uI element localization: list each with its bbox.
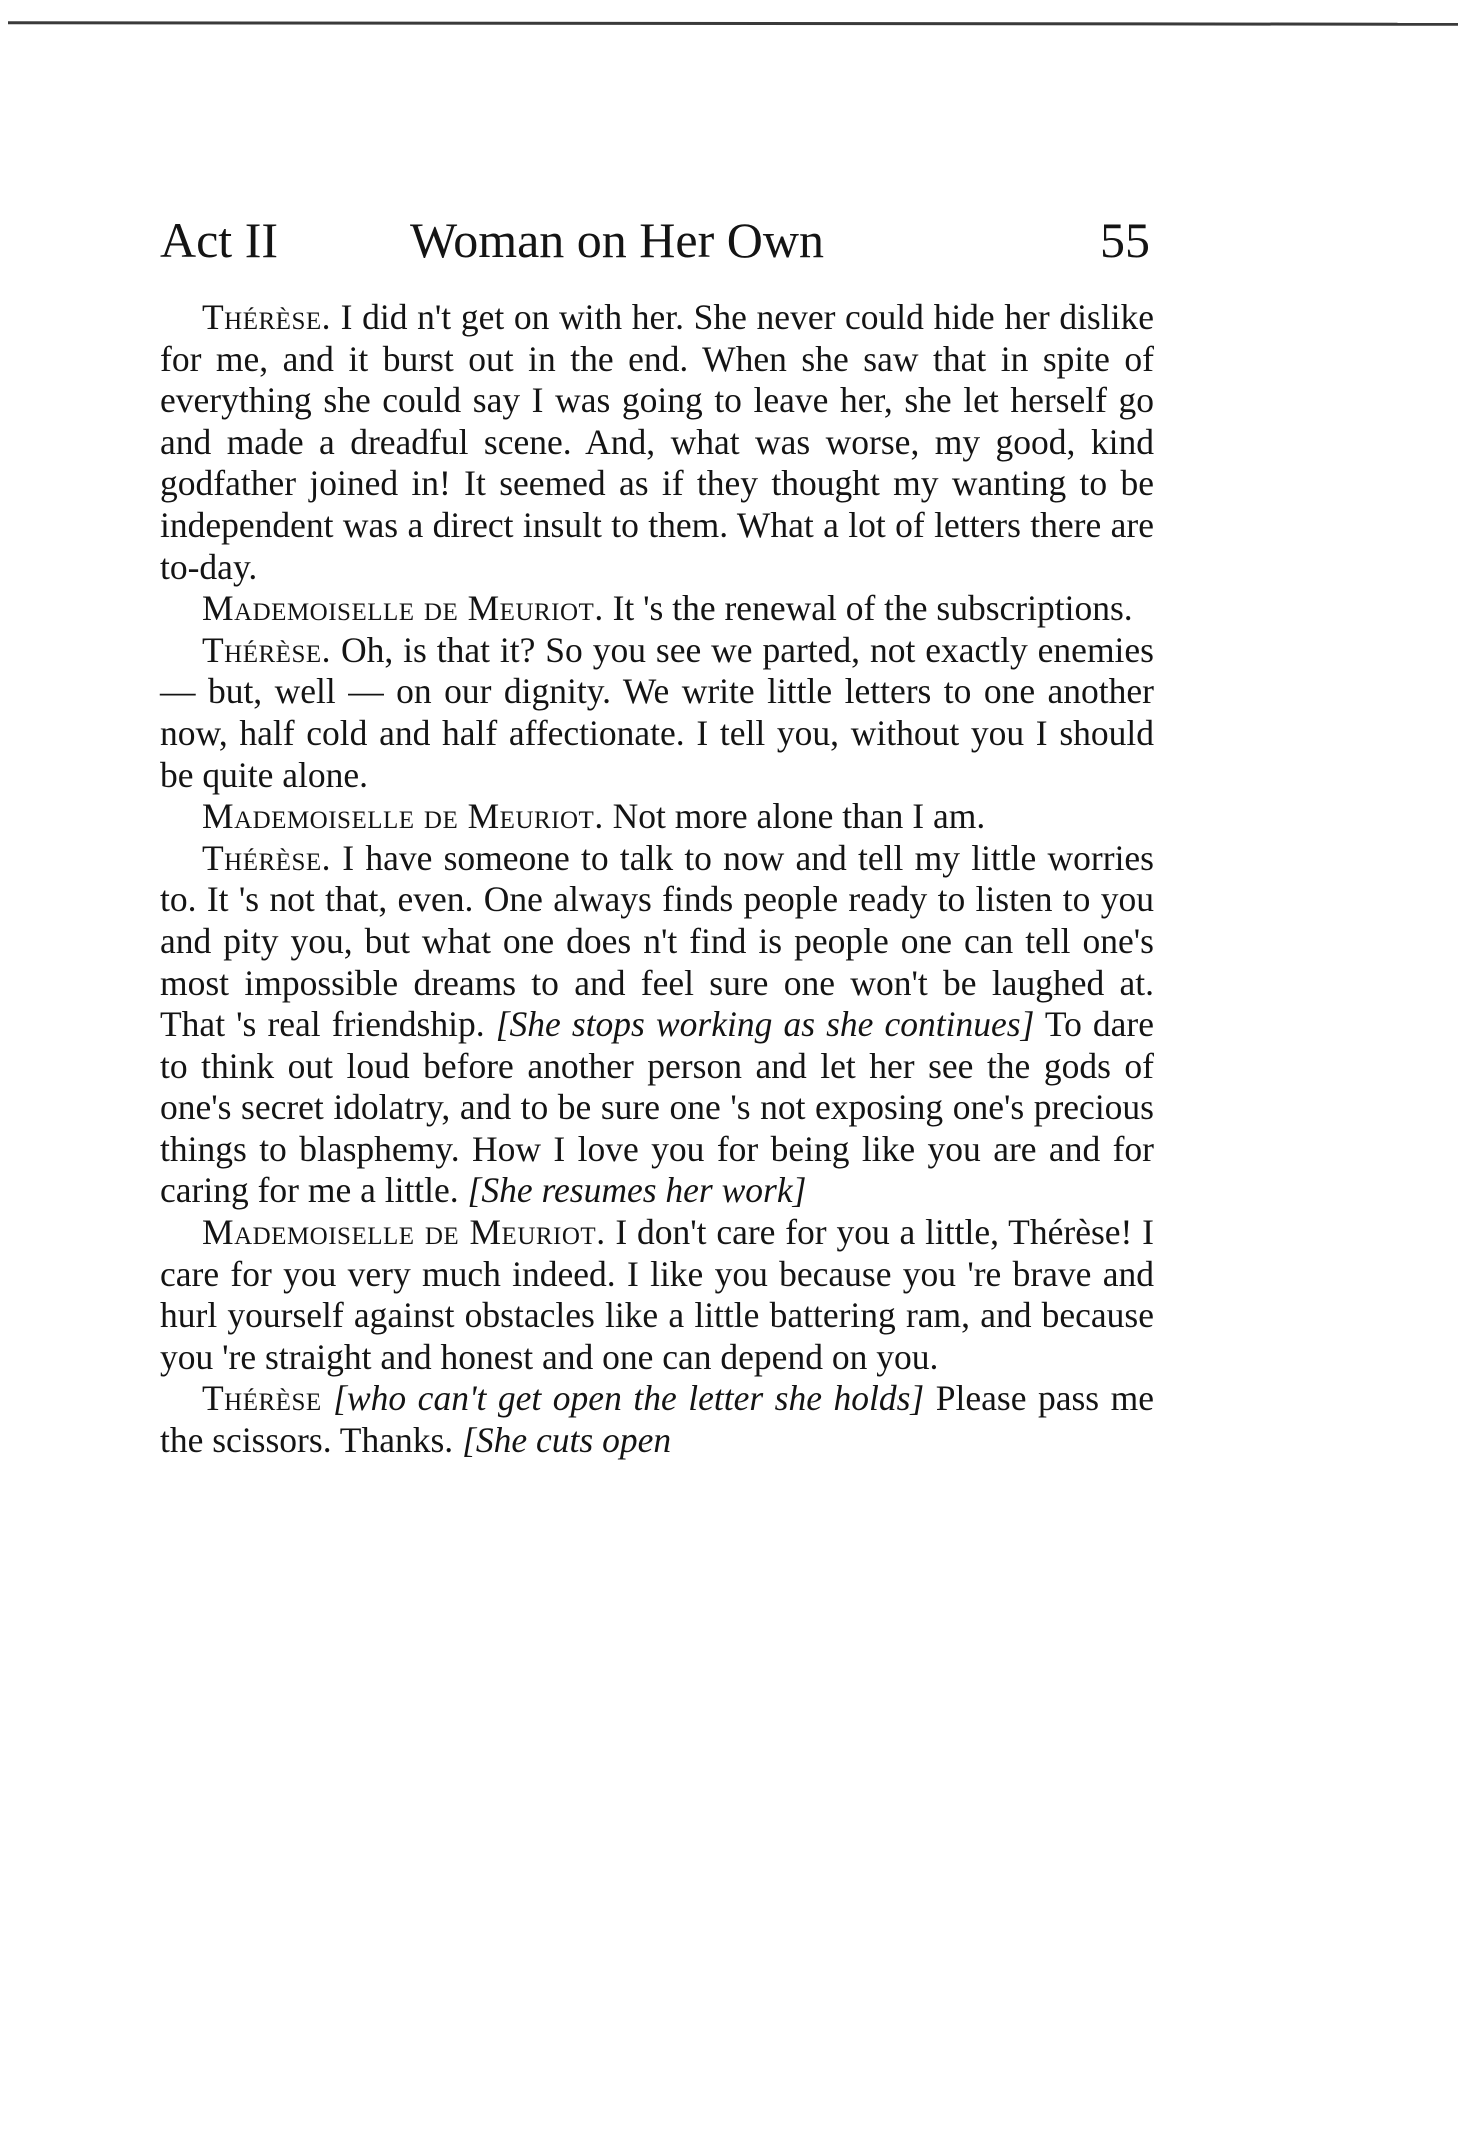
book-title: Woman on Her Own <box>410 212 824 268</box>
speech-text: Not more alone than I am. <box>603 796 986 837</box>
speech-text: I have someone to talk to now and tell my little worries to. It 's not that, even. One always finds people ready to listen to you and pity you, but what one does n't find is people one can tell one's most impossible dreams to and feel sure one won't be laughed at. That 's real friendship. <box>160 837 1154 1045</box>
speech-text: I did n't get on with her. She never could hide her dislike for me, and it burst out in the end. When she saw that in spite of everything she could say I was going to leave her, she let herself go and made a dreadful scene. And, what was worse, my good, kind godfather joined in! It seemed as if they thought my wanting to be independent was a direct insult to them. What a lot of letters there are to-day. <box>160 297 1154 587</box>
speech-text: I don't care for you a little, Thérèse! I care for you very much indeed. I like you because you 're brave and hurl yourself against obstacles like a little battering ram, and because you 're straight and honest and one can depend on you. <box>160 1212 1154 1377</box>
page-number: 55 <box>1100 212 1150 268</box>
dialogue-paragraph <box>160 1378 1154 1461</box>
speaker-name: Thérèse. <box>202 297 332 337</box>
speech-text <box>322 1378 334 1418</box>
speech-text: It 's the renewal of the subscriptions. <box>603 588 1133 629</box>
top-rule <box>8 21 1458 26</box>
act-label: Act II <box>160 212 278 268</box>
speech-text: Please pass me the scissors. Thanks. <box>160 1378 1155 1461</box>
speaker-name: Mademoiselle de Meuriot. <box>202 588 604 629</box>
speaker-name: Mademoiselle de Meuriot. <box>202 1212 606 1253</box>
dialogue-paragraph <box>160 1212 1154 1378</box>
dialogue-text <box>160 297 1154 1462</box>
speaker-name: Thérèse. <box>202 837 332 878</box>
dialogue-paragraph <box>160 630 1154 796</box>
stage-direction: [She cuts open <box>462 1420 672 1461</box>
stage-direction: [She resumes her work] <box>467 1170 807 1211</box>
speech-text: Oh, is that it? So you see we parted, not exactly enemies — but, well — on our dignity. We write little letters to one another now, half cold and half affectionate. I tell you, without you I should be quite alone. <box>160 629 1154 795</box>
dialogue-paragraph <box>160 297 1154 588</box>
speech-text: To dare to think out loud before another person and let her see the gods of one's secret idolatry, and to be sure one 's not exposing one's precious things to blasphemy. How I love you for being like you are and for caring for me a little. <box>160 1004 1155 1211</box>
dialogue-paragraph <box>160 796 1154 838</box>
speaker-name: Thérèse. <box>202 629 332 670</box>
speaker-name: Thérèse <box>202 1378 322 1419</box>
speaker-name: Mademoiselle de Meuriot. <box>202 796 604 837</box>
dialogue-paragraph <box>160 588 1154 630</box>
stage-direction: [She stops working as she continues] <box>495 1004 1035 1045</box>
running-header <box>160 208 1150 272</box>
stage-direction: [who can't get open the letter she holds] <box>333 1378 925 1419</box>
dialogue-paragraph <box>160 838 1154 1212</box>
